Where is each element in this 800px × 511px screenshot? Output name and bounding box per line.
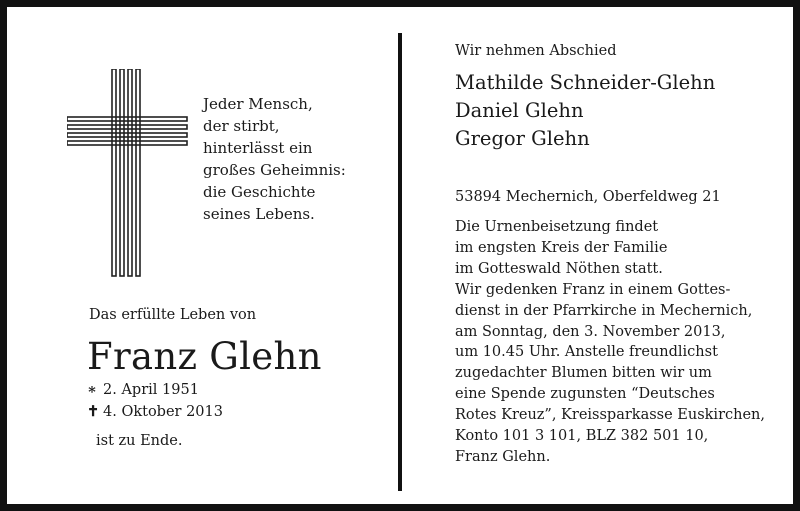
death-date: 4. Oktober 2013 <box>103 404 223 420</box>
funeral-notice <box>455 217 765 468</box>
family-address: 53894 Mechernich, Oberfeldweg 21 <box>455 189 721 205</box>
notice-line: Franz Glehn. <box>455 448 551 465</box>
life-dates <box>87 379 223 423</box>
notice-line: Die Urnenbeisetzung findet <box>455 219 659 235</box>
death-cross-icon: ✝ <box>87 403 100 420</box>
notice-line: eine Spende zugunsten “Deutsches <box>455 386 715 403</box>
notice-line: im engsten Kreis der Familie <box>455 239 668 256</box>
verse-line: hinterlässt ein <box>203 139 313 157</box>
mourner-name: Gregor Glehn <box>455 127 590 150</box>
mourner-name: Mathilde Schneider-Glehn <box>455 71 716 94</box>
notice-line: dienst in der Pfarrkirche in Mechernich, <box>455 302 753 319</box>
notice-line: am Sonntag, den 3. November 2013, <box>455 323 726 340</box>
notice-line: im Gotteswald Nöthen statt. <box>455 260 663 277</box>
mourner-list <box>455 69 715 153</box>
notice-line: Konto 101 3 101, BLZ 382 501 10, <box>455 428 709 445</box>
notice-line: um 10.45 Uhr. Anstelle freundlichst <box>455 344 718 361</box>
verse-line: der stirbt, <box>203 117 280 135</box>
verse-line: Jeder Mensch, <box>203 95 313 113</box>
vertical-divider <box>398 33 402 491</box>
deceased-name: Franz Glehn <box>87 335 322 378</box>
notice-line: Rotes Kreuz”, Kreissparkasse Euskirchen, <box>455 407 765 424</box>
verse-line: großes Geheimnis: <box>203 161 346 179</box>
notice-line: Wir gedenken Franz in einem Gottes- <box>455 281 731 298</box>
notice-line: zugedachter Blumen bitten wir um <box>455 365 712 382</box>
cross-icon <box>67 69 191 279</box>
verse-line: die Geschichte <box>203 183 316 201</box>
death-row <box>87 401 223 423</box>
verse-line: seines Lebens. <box>203 205 315 223</box>
memorial-verse <box>203 93 346 225</box>
birth-date: 2. April 1951 <box>103 382 199 398</box>
life-ending: ist zu Ende. <box>96 433 183 449</box>
farewell-heading: Wir nehmen Abschied <box>455 43 617 59</box>
mourner-name: Daniel Glehn <box>455 99 584 122</box>
birth-star-icon: ∗ <box>87 381 98 398</box>
life-intro: Das erfüllte Leben von <box>89 307 257 323</box>
birth-row <box>87 379 223 401</box>
